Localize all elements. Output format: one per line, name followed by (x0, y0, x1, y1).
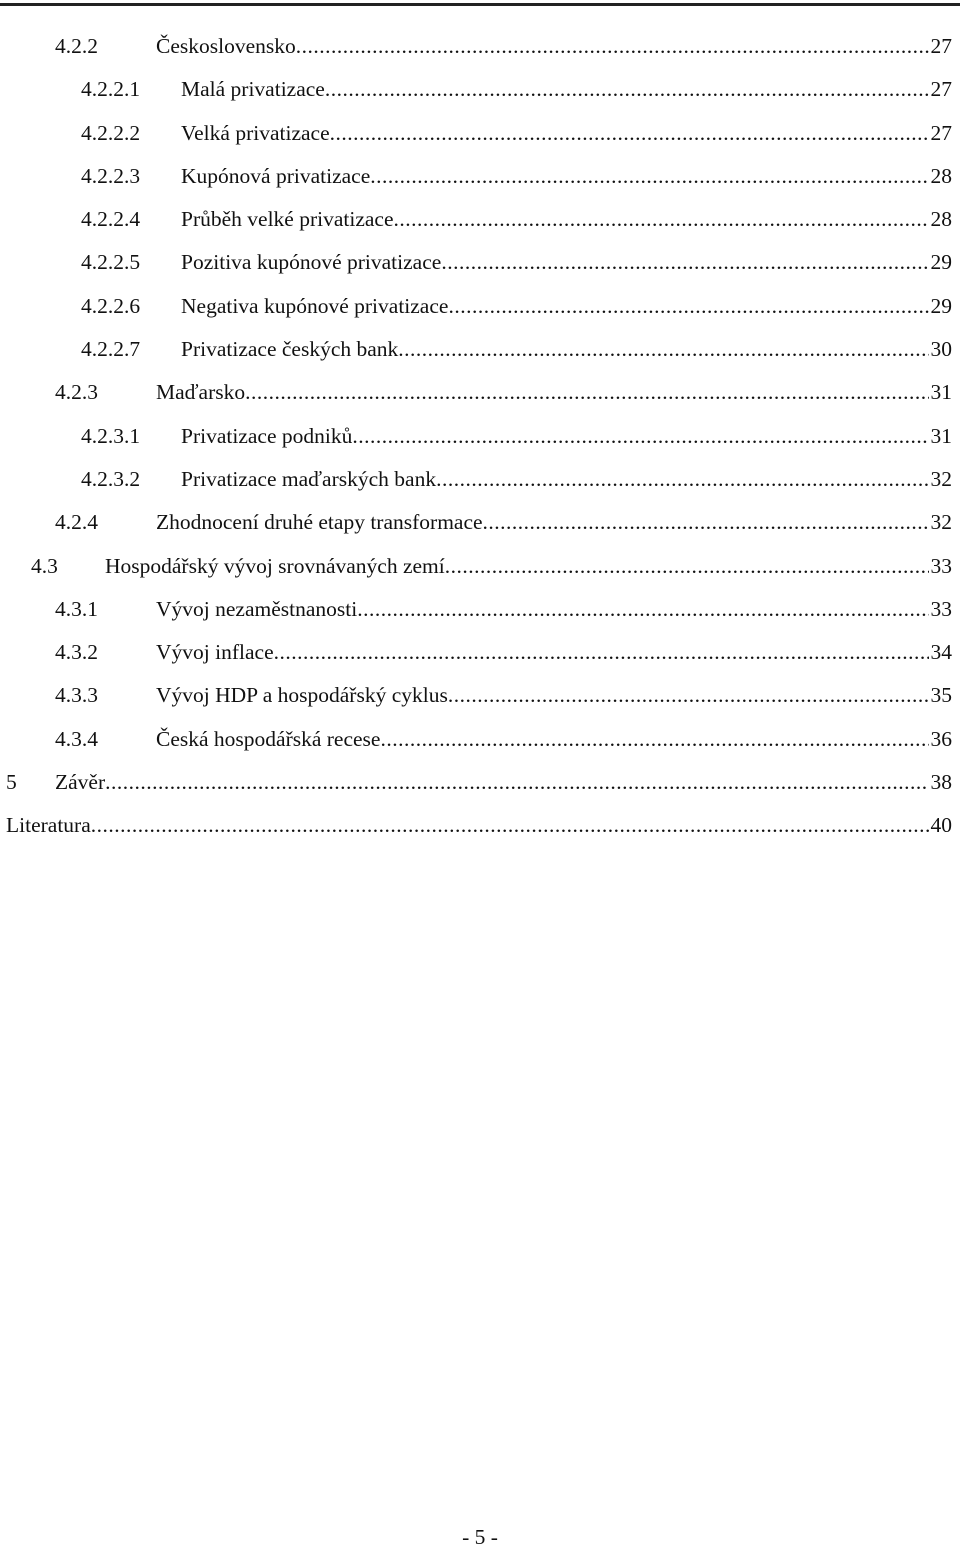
toc-entry-number: 4.3 (31, 553, 58, 578)
toc-entry-page: 40 (930, 813, 952, 838)
toc-entry-title: Negativa kupónové privatizace (181, 293, 449, 318)
toc-entry[interactable] (0, 375, 960, 418)
toc-entry-line (181, 289, 952, 324)
toc-entry[interactable] (0, 462, 960, 505)
toc-dot-leader (105, 765, 928, 800)
toc-entry[interactable] (0, 678, 960, 721)
toc-dot-leader (441, 245, 928, 280)
toc-entry[interactable] (0, 722, 960, 765)
toc-entry[interactable] (0, 419, 960, 462)
toc-entry-title: Vývoj HDP a hospodářský cyklus (156, 683, 448, 708)
toc-dot-leader (330, 116, 929, 151)
toc-entry-title: Velká privatizace (181, 120, 330, 145)
toc-entry-number: 4.2.2.5 (81, 250, 141, 275)
toc-dot-leader (380, 722, 928, 757)
toc-entry-page: 27 (930, 120, 952, 145)
toc-entry-title: Literatura (6, 813, 91, 838)
toc-entry[interactable] (0, 549, 960, 592)
toc-entry-page: 27 (930, 34, 952, 58)
toc-dot-leader (483, 505, 929, 540)
toc-entry[interactable] (0, 116, 960, 159)
toc-entry-line (181, 332, 952, 367)
toc-entry-title: Privatizace maďarských bank (181, 466, 437, 491)
toc-entry-page: 38 (930, 770, 952, 795)
toc-entry-title: Vývoj nezaměstnanosti (156, 596, 358, 621)
toc-entry-number: 4.2.2 (55, 34, 98, 58)
toc-entry[interactable] (0, 592, 960, 635)
toc-entry-page: 29 (930, 250, 952, 275)
toc-entry[interactable] (0, 159, 960, 202)
table-of-contents (0, 29, 960, 852)
toc-entry-page: 32 (930, 510, 952, 535)
toc-dot-leader (91, 808, 929, 843)
toc-dot-leader (445, 549, 929, 584)
toc-entry-page: 27 (930, 77, 952, 102)
toc-entry-page: 34 (930, 640, 952, 665)
toc-entry-line (156, 635, 952, 670)
toc-entry-title: Průběh velké privatizace (181, 207, 394, 232)
toc-entry-number: 4.2.2.1 (81, 77, 141, 102)
toc-entry-line (181, 116, 952, 151)
toc-dot-leader (448, 289, 928, 324)
toc-entry-line (181, 462, 952, 497)
toc-entry-line (181, 72, 952, 107)
toc-entry-number: 4.2.2.6 (81, 293, 141, 318)
toc-dot-leader (357, 592, 928, 627)
toc-entry-number: 4.3.1 (55, 596, 98, 621)
toc-dot-leader (325, 72, 929, 107)
toc-entry-title: Malá privatizace (181, 77, 325, 102)
toc-dot-leader (436, 462, 928, 497)
toc-entry[interactable] (0, 505, 960, 548)
toc-entry-line (105, 549, 952, 584)
toc-entry-line (156, 592, 952, 627)
toc-entry-title: Hospodářský vývoj srovnávaných zemí (105, 553, 445, 578)
toc-entry[interactable] (0, 245, 960, 288)
toc-dot-leader (448, 678, 929, 713)
toc-dot-leader (245, 375, 928, 410)
toc-entry[interactable] (0, 72, 960, 115)
toc-entry-page: 28 (930, 163, 952, 188)
toc-entry-number: 4.2.2.4 (81, 207, 141, 232)
toc-entry-title: Kupónová privatizace (181, 163, 371, 188)
toc-entry-page: 32 (930, 466, 952, 491)
toc-entry-page: 31 (930, 380, 952, 405)
toc-entry-number: 4.2.2.3 (81, 163, 141, 188)
toc-dot-leader (296, 29, 929, 64)
toc-entry-title: Privatizace českých bank (181, 337, 399, 362)
toc-entry[interactable] (0, 332, 960, 375)
toc-entry-title: Závěr (55, 770, 106, 795)
toc-entry-number: 4.3.3 (55, 683, 98, 708)
toc-dot-leader (370, 159, 928, 194)
page-number: - 5 - (462, 1525, 498, 1549)
toc-entry-line (156, 375, 952, 410)
toc-entry-number: 4.2.2.7 (81, 337, 141, 362)
toc-dot-leader (398, 332, 928, 367)
toc-entry-line (6, 808, 952, 843)
toc-entry-title: Česká hospodářská recese (156, 726, 381, 751)
toc-entry[interactable] (0, 765, 960, 808)
toc-entry[interactable] (0, 808, 960, 851)
toc-entry-title: Pozitiva kupónové privatizace (181, 250, 442, 275)
toc-entry-number: 4.2.3 (55, 380, 98, 405)
toc-dot-leader (394, 202, 929, 237)
toc-dot-leader (352, 419, 928, 454)
toc-entry-number: 4.2.2.2 (81, 120, 141, 145)
toc-entry-page: 33 (930, 553, 952, 578)
toc-entry-title: Zhodnocení druhé etapy transformace (156, 510, 483, 535)
toc-entry-title: Československo (156, 34, 296, 58)
toc-entry-title: Maďarsko (156, 380, 246, 405)
toc-entry-line (181, 159, 952, 194)
toc-entry-page: 28 (930, 207, 952, 232)
toc-entry-number: 5 (6, 770, 17, 795)
toc-entry-line (156, 505, 952, 540)
toc-entry-line (156, 678, 952, 713)
toc-entry-page: 29 (930, 293, 952, 318)
toc-entry-line (156, 29, 952, 64)
toc-entry-number: 4.2.4 (55, 510, 98, 535)
toc-entry-title: Vývoj inflace (156, 640, 274, 665)
toc-entry-line (181, 245, 952, 280)
toc-entry-title: Privatizace podniků (181, 423, 353, 448)
toc-entry-page: 30 (930, 337, 952, 362)
toc-entry-page: 33 (930, 596, 952, 621)
toc-entry-number: 4.3.4 (55, 726, 98, 751)
toc-entry-line (181, 202, 952, 237)
toc-entry-page: 31 (930, 423, 952, 448)
toc-entry[interactable] (0, 29, 960, 72)
toc-entry-line (181, 419, 952, 454)
top-rule (0, 3, 960, 6)
toc-entry-page: 35 (930, 683, 952, 708)
toc-dot-leader (274, 635, 929, 670)
toc-entry-line (156, 722, 952, 757)
toc-entry-number: 4.2.3.2 (81, 466, 141, 491)
toc-entry[interactable] (0, 635, 960, 678)
toc-entry-number: 4.3.2 (55, 640, 98, 665)
toc-entry-line (55, 765, 952, 800)
toc-entry-page: 36 (930, 726, 952, 751)
toc-entry[interactable] (0, 202, 960, 245)
toc-entry-number: 4.2.3.1 (81, 423, 141, 448)
toc-entry[interactable] (0, 289, 960, 332)
